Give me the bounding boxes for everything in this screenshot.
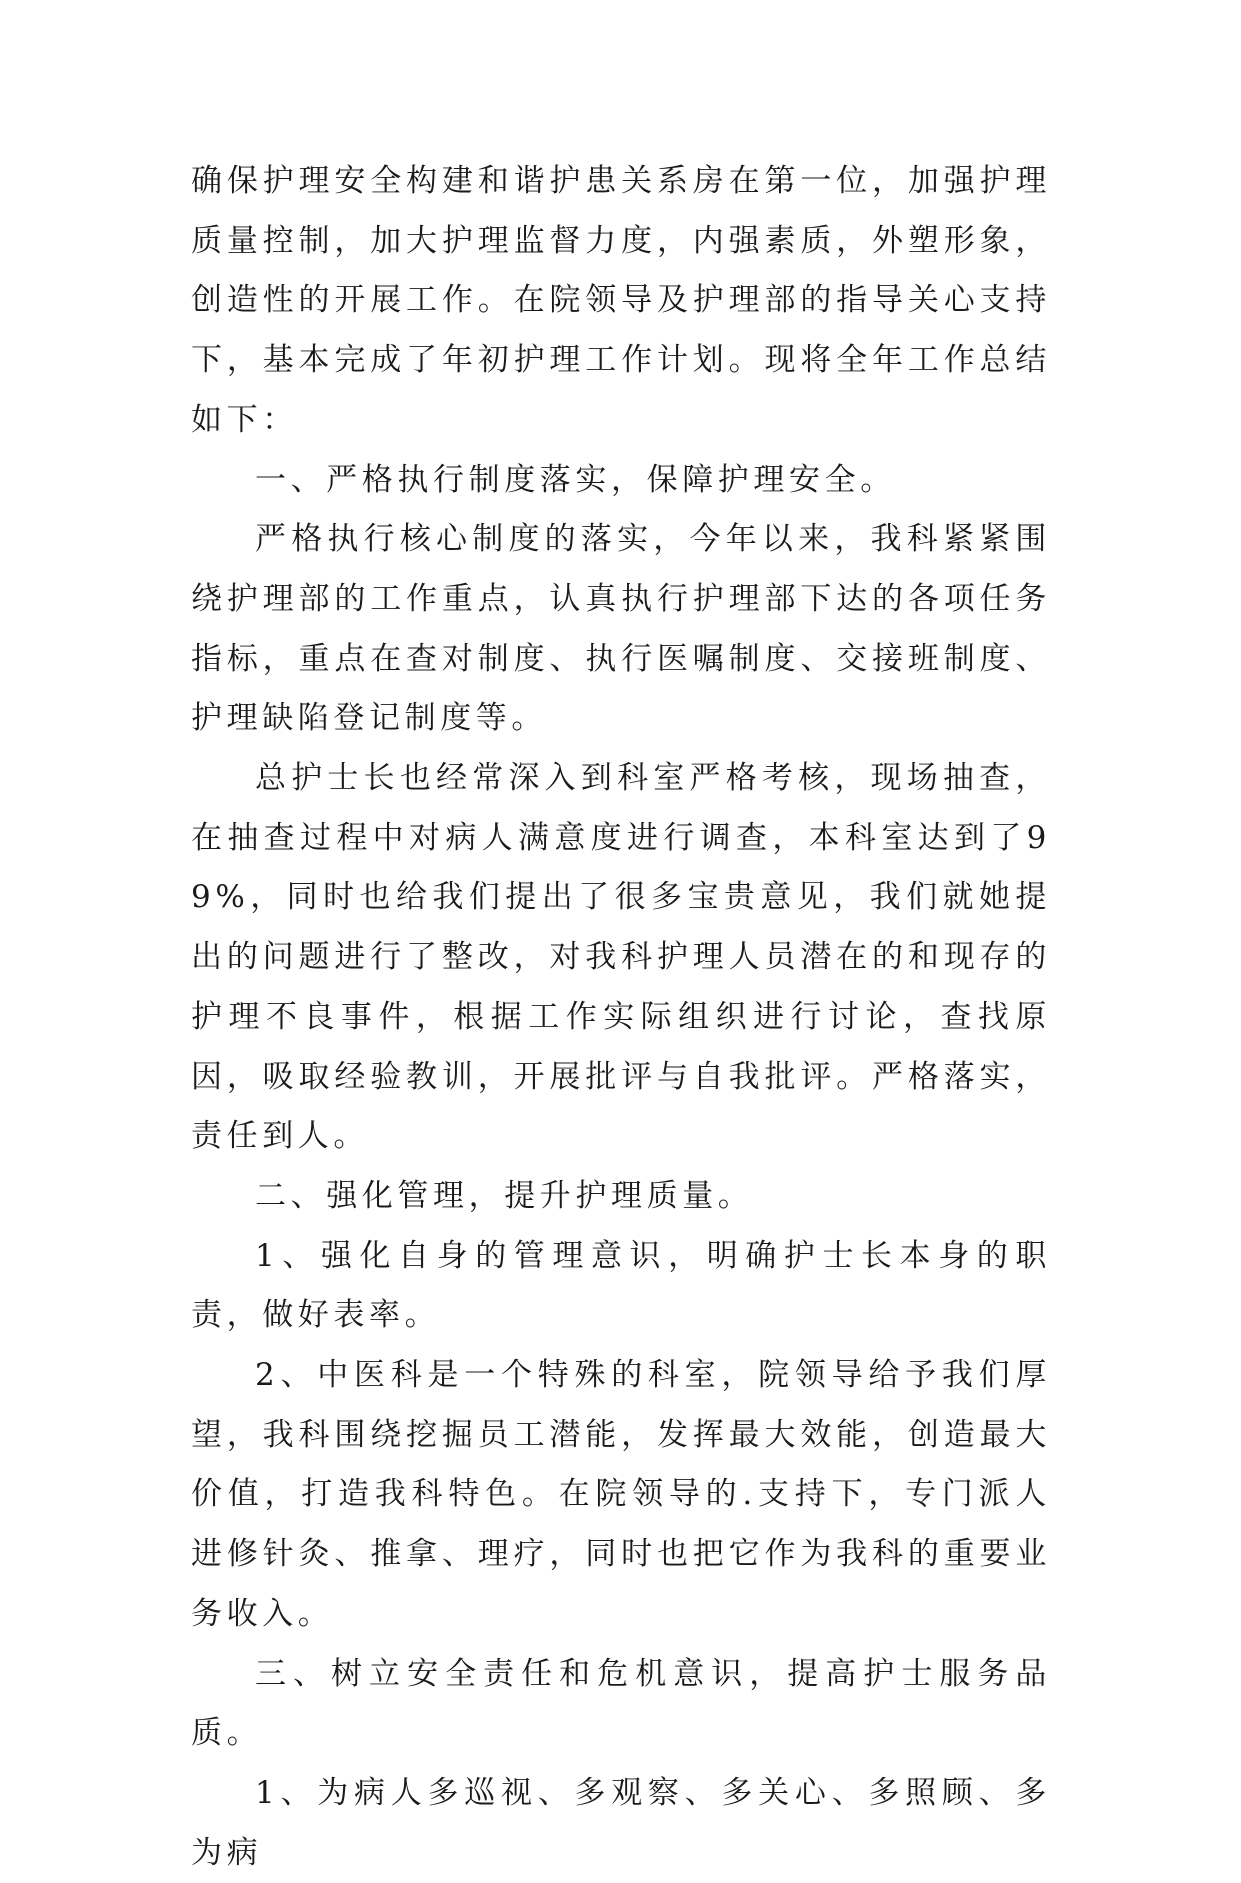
paragraph-core-system: 严格执行核心制度的落实，今年以来，我科紧紧围绕护理部的工作重点，认真执行护理部下达的各项任务指标，重点在查对制度、执行医嘱制度、交接班制度、护理缺陷登记制度等。 xyxy=(191,521,1051,737)
paragraph-inspection: 总护士长也经常深入到科室严格考核，现场抽查，在抽查过程中对病人满意度进行调查，本科室达到了99%，同时也给我们提出了很多宝贵意见，我们就她提出的问题进行了整改，对我科护理人员潜在的和现存的护理不良事件，根据工作实际组织进行讨论，查找原因，吸取经验教训，开展批评与自我批评。严格落实，责任到人。 xyxy=(191,760,1051,1155)
paragraph-item-2-1: 1、强化自身的管理意识，明确护士长本身的职责，做好表率。 xyxy=(191,1237,1051,1334)
paragraph-item-2-2: 2、中医科是一个特殊的科室，院领导给予我们厚望，我科围绕挖掘员工潜能，发挥最大效能，创造最大价值，打造我科特色。在院领导的.支持下，专门派人进修针灸、推拿、理疗，同时也把它作为我科的重要业务收入。 xyxy=(191,1357,1051,1632)
paragraph-intro: 确保护理安全构建和谐护患关系房在第一位，加强护理质量控制，加大护理监督力度，内强素质，外塑形象，创造性的开展工作。在院领导及护理部的指导关心支持下，基本完成了年初护理工作计划。现将全年工作总结如下： xyxy=(191,163,1051,438)
paragraph-item-3-1: 1、为病人多巡视、多观察、多关心、多照顾、多为病 xyxy=(191,1774,1051,1871)
document-body xyxy=(191,152,1051,1883)
section-heading-2: 二、强化管理，提升护理质量。 xyxy=(255,1177,754,1214)
section-heading-1: 一、严格执行制度落实，保障护理安全。 xyxy=(255,461,896,498)
section-heading-3: 三、树立安全责任和危机意识，提高护士服务品质。 xyxy=(191,1655,1051,1752)
